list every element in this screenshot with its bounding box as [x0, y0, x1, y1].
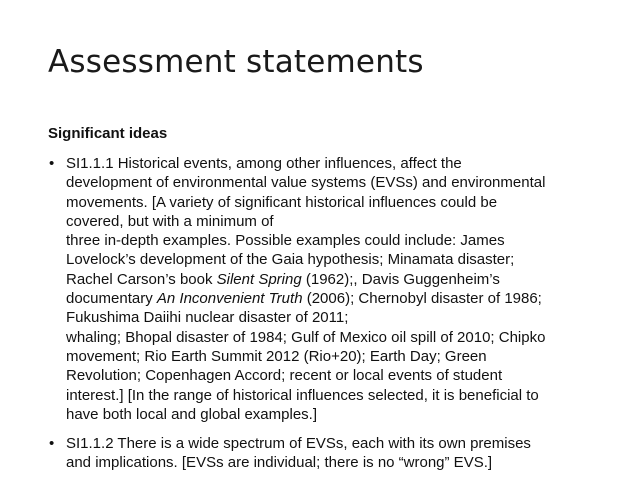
- bullet-text: Revolution; Copenhagen Accord; recent or local events of student: [66, 367, 503, 385]
- bullet-line: [66, 270, 604, 289]
- bullet-line: [66, 405, 604, 424]
- bullet-item: [48, 434, 604, 473]
- bullet-line: [66, 347, 604, 366]
- bullet-text: SI1.1.1 Historical events, among other influences, affect the: [66, 155, 462, 172]
- bullet-text: whaling; Bhopal disaster of 1984; Gulf of Mexico oil spill of 2010; Chipko: [66, 328, 546, 346]
- bullet-line: [66, 231, 604, 250]
- bullet-line: [66, 308, 604, 327]
- bullet-line: [66, 386, 604, 405]
- bullet-list: [48, 154, 604, 483]
- bullet-text: three in-depth examples. Possible examples could include: James: [66, 232, 505, 250]
- bullet-text: (2006); Chernobyl disaster of 1986;: [302, 290, 542, 308]
- bullet-text: interest.] [In the range of historical influences selected, it is beneficial to: [66, 386, 539, 404]
- bullet-dot: •: [49, 155, 55, 172]
- bullet-line: [66, 154, 604, 173]
- bullet-text: covered, but with a minimum of: [66, 212, 274, 230]
- italic-title-text: An Inconvenient Truth: [156, 290, 303, 308]
- bullet-line: [66, 453, 604, 472]
- bullet-line: [66, 328, 604, 347]
- bullet-line: [66, 366, 604, 385]
- bullet-text: Rachel Carson’s book: [66, 270, 217, 288]
- bullet-text: and implications. [EVSs are individual; there is no “wrong” EVS.]: [66, 454, 493, 472]
- bullet-item: [48, 154, 604, 424]
- bullet-line: [66, 173, 604, 192]
- section-subheading: Significant ideas: [48, 125, 168, 142]
- bullet-text: (1962);, Davis Guggenheim’s: [301, 270, 500, 288]
- bullet-line: [66, 212, 604, 231]
- bullet-text: Fukushima Daiihi nuclear disaster of 2011;: [66, 309, 349, 327]
- bullet-text: documentary: [66, 290, 157, 308]
- bullet-text: movements. [A variety of significant historical influences could be: [66, 193, 498, 211]
- italic-title-text: Silent Spring: [216, 270, 302, 288]
- bullet-line: [66, 289, 604, 308]
- bullet-line: [66, 193, 604, 212]
- bullet-text: Lovelock’s development of the Gaia hypothesis; Minamata disaster;: [66, 251, 515, 269]
- slide-title: Assessment statements: [48, 44, 424, 80]
- bullet-text: development of environmental value systems (EVSs) and environmental: [66, 174, 546, 192]
- bullet-text: have both local and global examples.]: [66, 405, 318, 423]
- bullet-text: SI1.1.2 There is a wide spectrum of EVSs, each with its own premises: [66, 435, 531, 453]
- bullet-line: [66, 434, 604, 453]
- bullet-text: movement; Rio Earth Summit 2012 (Rio+20); Earth Day; Green: [66, 347, 487, 365]
- bullet-dot: •: [49, 435, 55, 453]
- bullet-line: [66, 250, 604, 269]
